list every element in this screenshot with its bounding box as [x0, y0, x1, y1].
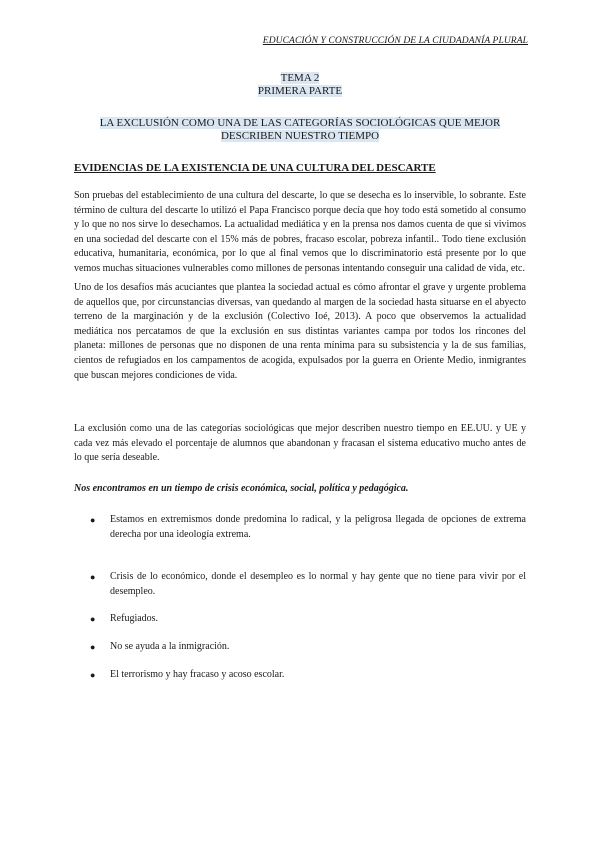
bullet-icon: ● [90, 614, 96, 624]
list-item [90, 640, 526, 655]
bullet-icon: ● [90, 642, 96, 652]
list-item [90, 612, 526, 627]
section-heading: EVIDENCIAS DE LA EXISTENCIA DE UNA CULTURA DEL DESCARTE [74, 162, 436, 174]
list-item-text: Refugiados. [110, 613, 159, 624]
paragraph-1: Son pruebas del establecimiento de una cultura del descarte, lo que se desecha es lo inservible, lo sobrante. Este término de cultura del descarte lo utilizó el Papa Francisco porque decía que hoy todo está sometido al consumo y lo que no nos sirve lo desechamos. La actualidad mediática y en la prensa nos damos cuenta de que si vivimos en una sociedad del descarte con el 15% más de pobres, fracaso escolar, pobreza infantil.. Todo tiene exclusión educativa, humanitaria, económica, por lo que al final vemos que lo discriminatorio está presente por lo que vemos muchas situaciones vulnerables como millones de personas intentando conseguir una calidad de vida, etc. [74, 190, 526, 274]
list-item-text: No se ayuda a la inmigración. [110, 641, 230, 652]
bullet-icon: ● [90, 515, 96, 525]
list-item [90, 668, 526, 683]
document-subtitle [90, 117, 510, 143]
paragraph-2: Uno de los desafíos más acuciantes que plantea la sociedad actual es cómo afrontar el grave y urgente problema de aquellos que, por circunstancias diversas, van quedando al margen de la sociedad hasta situarse en el abyecto terreno de la marginación y de la exclusión (Colectivo Ioé, 2013). A poco que observemos la actualidad mediática nos percatamos de que la exclusión en sus distintas variantes campa por todos los rincones del planeta: millones de personas que no disponen de una renta mínima para su subsistencia y la de sus familias, cientos de refugiados en los campamentos de acogida, expulsados por la guerra en Oriente Medio, inmigrantes que buscan mejores condiciones de vida. [74, 282, 526, 381]
running-header: EDUCACIÓN Y CONSTRUCCIÓN DE LA CIUDADANÍA PLURAL [262, 36, 528, 46]
topic-title: TEMA 2 [280, 72, 320, 84]
list-item [90, 513, 526, 542]
part-title: PRIMERA PARTE [257, 85, 343, 97]
title-block [0, 72, 600, 98]
subtitle-text: LA EXCLUSIÓN COMO UNA DE LAS CATEGORÍAS SOCIOLÓGICAS QUE MEJOR DESCRIBEN NUESTRO TIEMPO [99, 117, 501, 142]
list-item-text: Crisis de lo económico, donde el desempleo es lo normal y hay gente que no tiene para vivir por el desempleo. [110, 571, 526, 597]
list-item-text: El terrorismo y hay fracaso y acoso escolar. [110, 669, 285, 680]
bullet-icon: ● [90, 670, 96, 680]
list-item [90, 570, 526, 599]
crisis-statement: Nos encontramos en un tiempo de crisis económica, social, política y pedagógica. [74, 483, 409, 494]
bullet-icon: ● [90, 572, 96, 582]
paragraph-3: La exclusión como una de las categorías sociológicas que mejor describen nuestro tiempo en EE.UU. y UE y cada vez más elevado el porcentaje de alumnos que abandonan y fracasan el sistema educativo mucho antes de lo que sería deseable. [74, 423, 526, 464]
list-item-text: Estamos en extremismos donde predomina lo radical, y la peligrosa llegada de opciones de extrema derecha por una ideología extrema. [110, 514, 526, 540]
